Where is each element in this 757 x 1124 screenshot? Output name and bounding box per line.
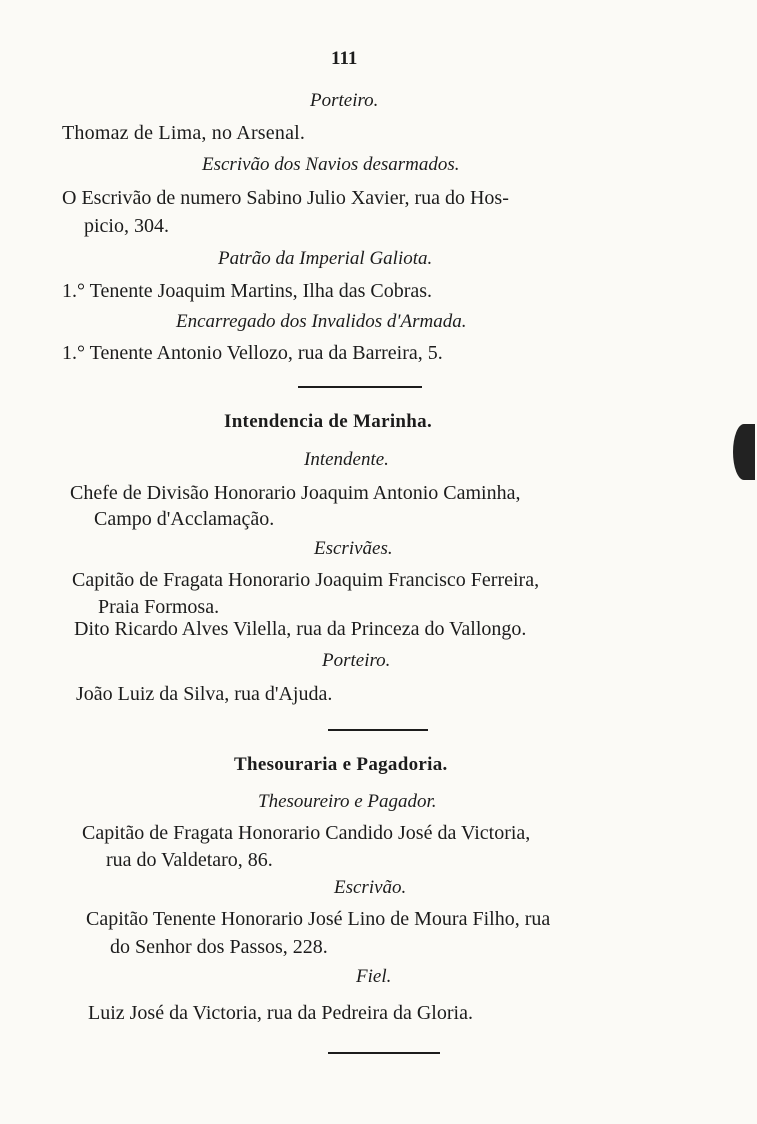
- entry-intendente-line1: Chefe de Divisão Honorario Joaquim Antonio Caminha,: [70, 482, 521, 504]
- section-title-thesouraria: Thesouraria e Pagadoria.: [234, 754, 448, 775]
- entry-escrivao-thesouraria-line1: Capitão Tenente Honorario José Lino de Moura Filho, rua: [86, 908, 551, 930]
- heading-intendente: Intendente.: [304, 449, 389, 470]
- page-number: 111: [331, 48, 358, 69]
- heading-encarregado: Encarregado dos Invalidos d'Armada.: [176, 311, 467, 332]
- entry-escrivao-thesouraria-line2: do Senhor dos Passos, 228.: [110, 936, 328, 958]
- heading-patrao: Patrão da Imperial Galiota.: [218, 248, 433, 269]
- heading-escrivaes: Escrivães.: [314, 538, 393, 559]
- heading-fiel: Fiel.: [356, 966, 392, 987]
- entry-porteiro: Thomaz de Lima, no Arsenal.: [62, 122, 306, 144]
- section-divider: [328, 1052, 440, 1054]
- entry-escrivao2: Dito Ricardo Alves Vilella, rua da Princeza do Vallongo.: [74, 618, 527, 640]
- heading-porteiro-intendencia: Porteiro.: [322, 650, 391, 671]
- section-title-intendencia: Intendencia de Marinha.: [224, 411, 432, 432]
- entry-fiel: Luiz José da Victoria, rua da Pedreira da Gloria.: [88, 1002, 473, 1024]
- section-divider: [298, 386, 422, 388]
- entry-encarregado: 1.° Tenente Antonio Vellozo, rua da Barreira, 5.: [62, 342, 443, 364]
- entry-escrivao-navios-line1: O Escrivão de numero Sabino Julio Xavier, rua do Hos-: [62, 187, 509, 209]
- entry-patrao: 1.° Tenente Joaquim Martins, Ilha das Cobras.: [62, 280, 433, 302]
- entry-thesoureiro-line2: rua do Valdetaro, 86.: [106, 849, 273, 871]
- entry-intendente-line2: Campo d'Acclamação.: [94, 508, 275, 530]
- entry-escrivao-navios-line2: picio, 304.: [84, 215, 169, 237]
- heading-porteiro: Porteiro.: [310, 90, 379, 111]
- entry-thesoureiro-line1: Capitão de Fragata Honorario Candido José da Victoria,: [82, 822, 531, 844]
- heading-thesoureiro: Thesoureiro e Pagador.: [258, 791, 437, 812]
- entry-escrivao1-line2: Praia Formosa.: [98, 596, 220, 618]
- section-divider: [328, 729, 428, 731]
- entry-escrivao1-line1: Capitão de Fragata Honorario Joaquim Francisco Ferreira,: [72, 569, 540, 591]
- ink-blot: [733, 424, 755, 480]
- heading-escrivao-navios: Escrivão dos Navios desarmados.: [202, 154, 460, 175]
- heading-escrivao-thesouraria: Escrivão.: [334, 877, 407, 898]
- entry-porteiro-intendencia: João Luiz da Silva, rua d'Ajuda.: [76, 683, 333, 705]
